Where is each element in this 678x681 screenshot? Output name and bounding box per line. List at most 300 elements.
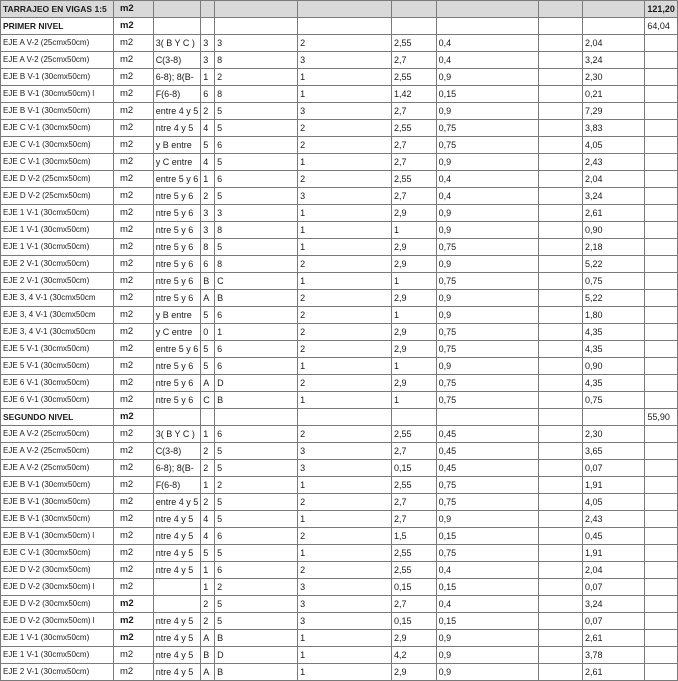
cell-total[interactable]: [645, 222, 678, 239]
cell-repetitions[interactable]: 3: [298, 613, 392, 630]
cell-count-b[interactable]: 8: [215, 222, 298, 239]
cell-location[interactable]: ntre 5 y 6: [153, 273, 201, 290]
cell-count-a[interactable]: 4: [201, 511, 215, 528]
cell-count-b[interactable]: 5: [215, 154, 298, 171]
cell-count-b[interactable]: 2: [215, 579, 298, 596]
cell-location[interactable]: 3( B Y C ): [153, 426, 201, 443]
cell-empty[interactable]: [538, 460, 582, 477]
cell-partial[interactable]: 0,90: [582, 358, 644, 375]
cell-count-b[interactable]: 1: [215, 324, 298, 341]
cell-empty[interactable]: [538, 409, 582, 426]
cell-total[interactable]: [645, 477, 678, 494]
cell-count-a[interactable]: 3: [201, 205, 215, 222]
cell-location[interactable]: ntre 5 y 6: [153, 256, 201, 273]
cell-count-b[interactable]: B: [215, 392, 298, 409]
cell-description[interactable]: PRIMER NIVEL: [1, 18, 114, 35]
cell-empty[interactable]: [538, 511, 582, 528]
cell-location[interactable]: F(6-8): [153, 477, 201, 494]
cell-unit[interactable]: m2: [113, 324, 153, 341]
cell-height[interactable]: 0,15: [436, 613, 538, 630]
cell-count-a[interactable]: 2: [201, 460, 215, 477]
cell-total[interactable]: [645, 154, 678, 171]
cell-partial[interactable]: 0,75: [582, 392, 644, 409]
cell-repetitions[interactable]: 2: [298, 375, 392, 392]
cell-unit[interactable]: m2: [113, 630, 153, 647]
cell-empty[interactable]: [538, 477, 582, 494]
cell-location[interactable]: ntre 4 y 5: [153, 120, 201, 137]
cell-unit[interactable]: m2: [113, 460, 153, 477]
cell-unit[interactable]: m2: [113, 562, 153, 579]
cell-unit[interactable]: m2: [113, 239, 153, 256]
cell-empty[interactable]: [538, 579, 582, 596]
cell-count-a[interactable]: 5: [201, 545, 215, 562]
cell-length[interactable]: 2,9: [391, 664, 436, 681]
cell-partial[interactable]: 2,61: [582, 664, 644, 681]
cell-description[interactable]: EJE 2 V-1 (30cmx50cm): [1, 273, 114, 290]
cell-count-b[interactable]: D: [215, 647, 298, 664]
cell-location[interactable]: ntre 5 y 6: [153, 205, 201, 222]
cell-length[interactable]: 2,7: [391, 596, 436, 613]
cell-unit[interactable]: m2: [113, 86, 153, 103]
cell-empty[interactable]: [538, 1, 582, 18]
cell-total[interactable]: [645, 375, 678, 392]
cell-count-a[interactable]: A: [201, 290, 215, 307]
cell-height[interactable]: 0,75: [436, 137, 538, 154]
cell-repetitions[interactable]: 3: [298, 596, 392, 613]
cell-height[interactable]: [436, 1, 538, 18]
cell-length[interactable]: 1,5: [391, 528, 436, 545]
cell-partial[interactable]: 0,90: [582, 222, 644, 239]
cell-height[interactable]: 0,4: [436, 52, 538, 69]
cell-repetitions[interactable]: 1: [298, 273, 392, 290]
cell-partial[interactable]: 4,05: [582, 494, 644, 511]
cell-repetitions[interactable]: [298, 409, 392, 426]
cell-unit[interactable]: m2: [113, 307, 153, 324]
cell-repetitions[interactable]: 2: [298, 137, 392, 154]
cell-location[interactable]: F(6-8): [153, 86, 201, 103]
cell-total[interactable]: [645, 562, 678, 579]
cell-location[interactable]: [153, 579, 201, 596]
cell-repetitions[interactable]: 1: [298, 630, 392, 647]
cell-repetitions[interactable]: 3: [298, 188, 392, 205]
cell-height[interactable]: 0,75: [436, 120, 538, 137]
cell-empty[interactable]: [538, 52, 582, 69]
cell-empty[interactable]: [538, 392, 582, 409]
cell-empty[interactable]: [538, 426, 582, 443]
cell-repetitions[interactable]: 2: [298, 120, 392, 137]
cell-count-b[interactable]: [215, 18, 298, 35]
cell-partial[interactable]: 0,07: [582, 613, 644, 630]
cell-partial[interactable]: 4,05: [582, 137, 644, 154]
cell-location[interactable]: entre 5 y 6: [153, 341, 201, 358]
cell-empty[interactable]: [538, 358, 582, 375]
cell-length[interactable]: 2,7: [391, 52, 436, 69]
cell-partial[interactable]: 2,04: [582, 562, 644, 579]
cell-total[interactable]: [645, 511, 678, 528]
cell-total[interactable]: [645, 120, 678, 137]
cell-location[interactable]: ntre 5 y 6: [153, 222, 201, 239]
cell-partial[interactable]: 5,22: [582, 290, 644, 307]
cell-total[interactable]: [645, 494, 678, 511]
cell-partial[interactable]: 1,91: [582, 545, 644, 562]
cell-count-a[interactable]: A: [201, 630, 215, 647]
cell-partial[interactable]: 3,65: [582, 443, 644, 460]
cell-count-a[interactable]: A: [201, 375, 215, 392]
cell-total[interactable]: [645, 579, 678, 596]
cell-count-b[interactable]: 5: [215, 103, 298, 120]
cell-empty[interactable]: [538, 273, 582, 290]
cell-location[interactable]: y B entre: [153, 307, 201, 324]
cell-count-b[interactable]: 6: [215, 528, 298, 545]
cell-count-a[interactable]: 6: [201, 256, 215, 273]
cell-location[interactable]: entre 5 y 6: [153, 171, 201, 188]
cell-count-a[interactable]: 2: [201, 443, 215, 460]
cell-length[interactable]: 2,9: [391, 630, 436, 647]
cell-repetitions[interactable]: 3: [298, 52, 392, 69]
cell-length[interactable]: 0,15: [391, 579, 436, 596]
cell-empty[interactable]: [538, 154, 582, 171]
cell-description[interactable]: EJE 2 V-1 (30cmx50cm): [1, 256, 114, 273]
cell-partial[interactable]: 3,24: [582, 52, 644, 69]
cell-empty[interactable]: [538, 630, 582, 647]
cell-total[interactable]: [645, 324, 678, 341]
cell-description[interactable]: EJE B V-1 (30cmx50cm): [1, 494, 114, 511]
cell-length[interactable]: [391, 409, 436, 426]
cell-description[interactable]: EJE A V-2 (25cmx50cm): [1, 443, 114, 460]
cell-empty[interactable]: [538, 664, 582, 681]
cell-count-b[interactable]: [215, 1, 298, 18]
cell-repetitions[interactable]: 2: [298, 290, 392, 307]
cell-repetitions[interactable]: 3: [298, 579, 392, 596]
cell-count-b[interactable]: 5: [215, 511, 298, 528]
cell-length[interactable]: 0,15: [391, 460, 436, 477]
cell-description[interactable]: EJE C V-1 (30cmx50cm): [1, 120, 114, 137]
cell-unit[interactable]: m2: [113, 664, 153, 681]
cell-empty[interactable]: [538, 239, 582, 256]
cell-unit[interactable]: m2: [113, 171, 153, 188]
cell-description[interactable]: EJE 5 V-1 (30cmx50cm): [1, 358, 114, 375]
cell-repetitions[interactable]: 1: [298, 86, 392, 103]
cell-description[interactable]: EJE B V-1 (30cmx50cm): [1, 69, 114, 86]
cell-description[interactable]: EJE D V-2 (30cmx50cm) l: [1, 613, 114, 630]
cell-unit[interactable]: m2: [113, 426, 153, 443]
cell-empty[interactable]: [538, 613, 582, 630]
cell-count-a[interactable]: C: [201, 392, 215, 409]
cell-empty[interactable]: [538, 341, 582, 358]
cell-partial[interactable]: 4,35: [582, 324, 644, 341]
cell-unit[interactable]: m2: [113, 205, 153, 222]
cell-partial[interactable]: 2,61: [582, 205, 644, 222]
cell-repetitions[interactable]: 1: [298, 222, 392, 239]
cell-count-b[interactable]: 2: [215, 477, 298, 494]
cell-partial[interactable]: 3,24: [582, 596, 644, 613]
cell-total[interactable]: [645, 613, 678, 630]
cell-length[interactable]: 1,42: [391, 86, 436, 103]
cell-description[interactable]: EJE B V-1 (30cmx50cm): [1, 103, 114, 120]
cell-count-b[interactable]: 3: [215, 205, 298, 222]
cell-count-a[interactable]: 1: [201, 579, 215, 596]
cell-repetitions[interactable]: 2: [298, 35, 392, 52]
cell-total[interactable]: [645, 35, 678, 52]
cell-height[interactable]: 0,15: [436, 528, 538, 545]
cell-empty[interactable]: [538, 443, 582, 460]
cell-description[interactable]: EJE 6 V-1 (30cmx50cm): [1, 375, 114, 392]
cell-length[interactable]: 2,9: [391, 290, 436, 307]
cell-total[interactable]: [645, 443, 678, 460]
cell-empty[interactable]: [538, 562, 582, 579]
cell-count-b[interactable]: 2: [215, 69, 298, 86]
cell-height[interactable]: 0,9: [436, 664, 538, 681]
cell-total[interactable]: [645, 460, 678, 477]
cell-length[interactable]: 4,2: [391, 647, 436, 664]
cell-height[interactable]: 0,9: [436, 222, 538, 239]
cell-location[interactable]: [153, 18, 201, 35]
cell-repetitions[interactable]: 1: [298, 205, 392, 222]
cell-count-b[interactable]: 6: [215, 341, 298, 358]
cell-count-a[interactable]: 8: [201, 239, 215, 256]
cell-location[interactable]: [153, 409, 201, 426]
cell-height[interactable]: 0,75: [436, 341, 538, 358]
cell-empty[interactable]: [538, 494, 582, 511]
cell-count-a[interactable]: 5: [201, 137, 215, 154]
cell-total[interactable]: [645, 664, 678, 681]
cell-height[interactable]: 0,45: [436, 443, 538, 460]
cell-count-a[interactable]: 1: [201, 426, 215, 443]
cell-count-a[interactable]: 5: [201, 307, 215, 324]
cell-description[interactable]: EJE 3, 4 V-1 (30cmx50cm: [1, 307, 114, 324]
cell-unit[interactable]: m2: [113, 647, 153, 664]
cell-unit[interactable]: m2: [113, 69, 153, 86]
cell-total[interactable]: [645, 290, 678, 307]
cell-partial[interactable]: [582, 18, 644, 35]
cell-unit[interactable]: m2: [113, 375, 153, 392]
cell-description[interactable]: EJE C V-1 (30cmx50cm): [1, 137, 114, 154]
cell-partial[interactable]: [582, 1, 644, 18]
cell-empty[interactable]: [538, 256, 582, 273]
cell-count-a[interactable]: 1: [201, 562, 215, 579]
cell-count-a[interactable]: 2: [201, 596, 215, 613]
cell-total[interactable]: [645, 86, 678, 103]
cell-empty[interactable]: [538, 171, 582, 188]
cell-height[interactable]: 0,45: [436, 426, 538, 443]
cell-repetitions[interactable]: 3: [298, 443, 392, 460]
cell-count-b[interactable]: 5: [215, 188, 298, 205]
cell-repetitions[interactable]: 2: [298, 324, 392, 341]
cell-description[interactable]: EJE D V-2 (30cmx50cm) l: [1, 579, 114, 596]
cell-length[interactable]: 2,7: [391, 137, 436, 154]
cell-height[interactable]: 0,9: [436, 69, 538, 86]
cell-location[interactable]: ntre 5 y 6: [153, 290, 201, 307]
cell-repetitions[interactable]: 1: [298, 664, 392, 681]
cell-count-b[interactable]: 8: [215, 52, 298, 69]
cell-length[interactable]: 2,55: [391, 562, 436, 579]
cell-repetitions[interactable]: 2: [298, 528, 392, 545]
cell-unit[interactable]: m2: [113, 1, 153, 18]
cell-count-b[interactable]: 3: [215, 35, 298, 52]
cell-location[interactable]: ntre 4 y 5: [153, 630, 201, 647]
cell-location[interactable]: ntre 4 y 5: [153, 511, 201, 528]
cell-location[interactable]: C(3-8): [153, 443, 201, 460]
cell-location[interactable]: entre 4 y 5: [153, 103, 201, 120]
cell-height[interactable]: 0,4: [436, 562, 538, 579]
cell-empty[interactable]: [538, 69, 582, 86]
cell-description[interactable]: EJE A V-2 (25cmx50cm): [1, 52, 114, 69]
cell-count-a[interactable]: 4: [201, 120, 215, 137]
cell-length[interactable]: 2,7: [391, 494, 436, 511]
cell-total[interactable]: 121,20: [645, 1, 678, 18]
cell-description[interactable]: EJE 5 V-1 (30cmx50cm): [1, 341, 114, 358]
cell-length[interactable]: 0,15: [391, 613, 436, 630]
cell-description[interactable]: SEGUNDO NIVEL: [1, 409, 114, 426]
cell-count-b[interactable]: 6: [215, 426, 298, 443]
cell-partial[interactable]: 2,04: [582, 171, 644, 188]
cell-total[interactable]: [645, 205, 678, 222]
cell-empty[interactable]: [538, 596, 582, 613]
cell-partial[interactable]: 4,35: [582, 375, 644, 392]
cell-count-b[interactable]: 6: [215, 358, 298, 375]
cell-repetitions[interactable]: 2: [298, 341, 392, 358]
cell-location[interactable]: ntre 5 y 6: [153, 239, 201, 256]
cell-description[interactable]: TARRAJEO EN VIGAS 1:5: [1, 1, 114, 18]
cell-height[interactable]: 0,9: [436, 647, 538, 664]
cell-length[interactable]: 2,7: [391, 103, 436, 120]
cell-description[interactable]: EJE C V-1 (30cmx50cm): [1, 154, 114, 171]
cell-location[interactable]: 6-8); 8(B-: [153, 460, 201, 477]
cell-height[interactable]: 0,15: [436, 579, 538, 596]
cell-length[interactable]: 2,9: [391, 341, 436, 358]
cell-repetitions[interactable]: 1: [298, 392, 392, 409]
cell-count-a[interactable]: 2: [201, 103, 215, 120]
cell-count-b[interactable]: 8: [215, 86, 298, 103]
cell-length[interactable]: 2,7: [391, 154, 436, 171]
cell-location[interactable]: ntre 5 y 6: [153, 392, 201, 409]
cell-unit[interactable]: m2: [113, 222, 153, 239]
cell-unit[interactable]: m2: [113, 137, 153, 154]
cell-count-b[interactable]: 5: [215, 460, 298, 477]
cell-unit[interactable]: m2: [113, 443, 153, 460]
cell-location[interactable]: [153, 1, 201, 18]
cell-count-a[interactable]: A: [201, 664, 215, 681]
cell-empty[interactable]: [538, 188, 582, 205]
cell-length[interactable]: 2,55: [391, 545, 436, 562]
cell-length[interactable]: 2,55: [391, 69, 436, 86]
cell-total[interactable]: [645, 545, 678, 562]
cell-description[interactable]: EJE 1 V-1 (30cmx50cm): [1, 222, 114, 239]
cell-length[interactable]: [391, 1, 436, 18]
cell-unit[interactable]: m2: [113, 358, 153, 375]
cell-length[interactable]: 1: [391, 273, 436, 290]
cell-partial[interactable]: [582, 409, 644, 426]
cell-length[interactable]: 2,9: [391, 375, 436, 392]
cell-height[interactable]: [436, 409, 538, 426]
cell-total[interactable]: [645, 256, 678, 273]
cell-count-a[interactable]: 3: [201, 35, 215, 52]
cell-length[interactable]: 2,7: [391, 443, 436, 460]
cell-repetitions[interactable]: 2: [298, 562, 392, 579]
cell-length[interactable]: 2,9: [391, 256, 436, 273]
cell-unit[interactable]: m2: [113, 494, 153, 511]
cell-unit[interactable]: m2: [113, 528, 153, 545]
cell-count-a[interactable]: 1: [201, 171, 215, 188]
cell-repetitions[interactable]: 1: [298, 511, 392, 528]
cell-repetitions[interactable]: 1: [298, 69, 392, 86]
cell-empty[interactable]: [538, 205, 582, 222]
cell-description[interactable]: EJE 1 V-1 (30cmx50cm): [1, 647, 114, 664]
cell-height[interactable]: 0,9: [436, 154, 538, 171]
cell-count-a[interactable]: B: [201, 273, 215, 290]
cell-count-b[interactable]: 8: [215, 256, 298, 273]
cell-empty[interactable]: [538, 120, 582, 137]
cell-partial[interactable]: 0,07: [582, 460, 644, 477]
cell-total[interactable]: [645, 647, 678, 664]
cell-partial[interactable]: 2,04: [582, 35, 644, 52]
cell-height[interactable]: 0,45: [436, 460, 538, 477]
cell-partial[interactable]: 3,24: [582, 188, 644, 205]
cell-count-b[interactable]: C: [215, 273, 298, 290]
cell-unit[interactable]: m2: [113, 273, 153, 290]
cell-unit[interactable]: m2: [113, 477, 153, 494]
cell-location[interactable]: ntre 4 y 5: [153, 664, 201, 681]
cell-count-a[interactable]: [201, 409, 215, 426]
cell-height[interactable]: 0,4: [436, 171, 538, 188]
cell-length[interactable]: 1: [391, 392, 436, 409]
cell-height[interactable]: 0,75: [436, 392, 538, 409]
cell-total[interactable]: [645, 69, 678, 86]
cell-repetitions[interactable]: 3: [298, 103, 392, 120]
cell-total[interactable]: [645, 52, 678, 69]
cell-location[interactable]: entre 4 y 5: [153, 494, 201, 511]
cell-count-b[interactable]: 5: [215, 120, 298, 137]
cell-count-a[interactable]: 2: [201, 613, 215, 630]
cell-height[interactable]: 0,4: [436, 188, 538, 205]
cell-count-a[interactable]: [201, 1, 215, 18]
cell-count-a[interactable]: B: [201, 647, 215, 664]
cell-empty[interactable]: [538, 528, 582, 545]
cell-height[interactable]: 0,4: [436, 596, 538, 613]
cell-partial[interactable]: 2,30: [582, 426, 644, 443]
cell-length[interactable]: 1: [391, 307, 436, 324]
cell-description[interactable]: EJE B V-1 (30cmx50cm) l: [1, 86, 114, 103]
cell-empty[interactable]: [538, 545, 582, 562]
cell-repetitions[interactable]: [298, 1, 392, 18]
cell-total[interactable]: [645, 341, 678, 358]
cell-repetitions[interactable]: 2: [298, 426, 392, 443]
cell-description[interactable]: EJE A V-2 (25cmx50cm): [1, 426, 114, 443]
cell-count-a[interactable]: [201, 18, 215, 35]
cell-height[interactable]: 0,75: [436, 494, 538, 511]
cell-location[interactable]: C(3-8): [153, 52, 201, 69]
cell-unit[interactable]: m2: [113, 511, 153, 528]
cell-repetitions[interactable]: 2: [298, 171, 392, 188]
cell-partial[interactable]: 7,29: [582, 103, 644, 120]
cell-description[interactable]: EJE A V-2 (25cmx50cm): [1, 460, 114, 477]
cell-unit[interactable]: m2: [113, 35, 153, 52]
cell-partial[interactable]: 0,45: [582, 528, 644, 545]
cell-length[interactable]: 1: [391, 222, 436, 239]
cell-unit[interactable]: m2: [113, 188, 153, 205]
cell-count-b[interactable]: [215, 409, 298, 426]
cell-height[interactable]: [436, 18, 538, 35]
cell-unit[interactable]: m2: [113, 613, 153, 630]
cell-length[interactable]: 2,9: [391, 324, 436, 341]
cell-length[interactable]: [391, 18, 436, 35]
cell-count-a[interactable]: 4: [201, 528, 215, 545]
cell-location[interactable]: ntre 4 y 5: [153, 562, 201, 579]
cell-unit[interactable]: m2: [113, 341, 153, 358]
cell-location[interactable]: 3( B Y C ): [153, 35, 201, 52]
cell-partial[interactable]: 1,80: [582, 307, 644, 324]
cell-partial[interactable]: 1,91: [582, 477, 644, 494]
